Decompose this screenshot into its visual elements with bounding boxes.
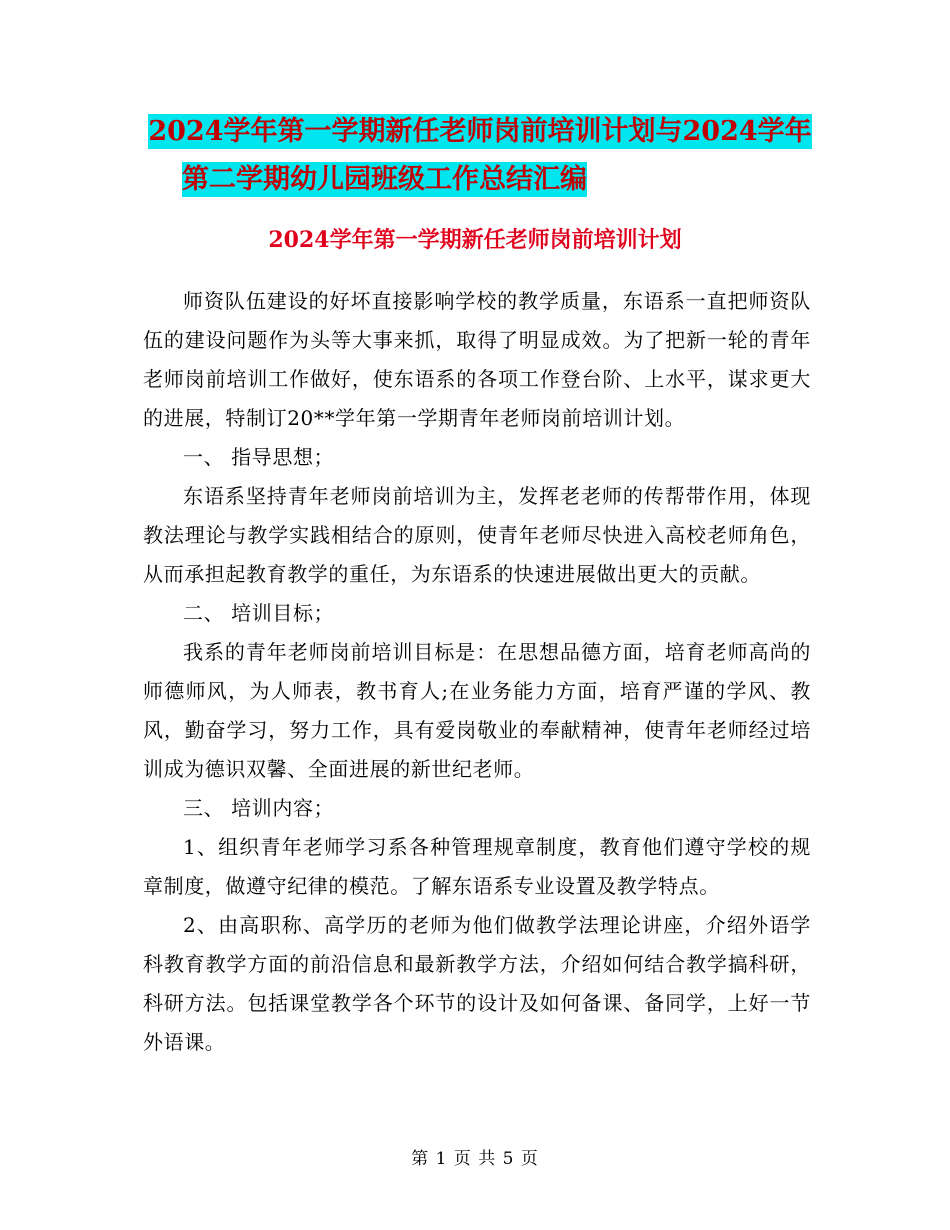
paragraph-content-item-1: 1、组织青年老师学习系各种管理规章制度，教育他们遵守学校的规章制度，做遵守纪律的模范。了解东语系专业设置及教学特点。 bbox=[143, 835, 811, 898]
paragraph-guiding-ideology: 东语系坚持青年老师岗前培训为主，发挥老老师的传帮带作用，体现教法理论与教学实践相结合的原则，使青年老师尽快进入高校老师角色，从而承担起教育教学的重任，为东语系的快速进展做出更大的贡献。 bbox=[143, 484, 811, 586]
main-title bbox=[140, 108, 820, 204]
paragraph-intro: 师资队伍建设的好坏直接影响学校的教学质量，东语系一直把师资队伍的建设问题作为头等大事来抓，取得了明显成效。为了把新一轮的青年老师岗前培训工作做好，使东语系的各项工作登台阶、上水平，谋求更大的进展，特制订20**学年第一学期青年老师岗前培训计划。 bbox=[143, 289, 811, 430]
page-footer: 第 1 页 共 5 页 bbox=[411, 1149, 539, 1169]
heading-training-content: 三、 培训内容； bbox=[183, 796, 335, 820]
main-title-line-1: 2024学年第一学期新任老师岗前培训计划与2024学年 bbox=[148, 116, 812, 147]
paragraph-training-goals: 我系的青年老师岗前培训目标是：在思想品德方面，培育老师高尚的师德师风，为人师表，教书育人;在业务能力方面，培育严谨的学风、教风，勤奋学习，努力工作，具有爱岗敬业的奉献精神，使青年老师经过培训成为德识双馨、全面进展的新世纪老师。 bbox=[143, 640, 811, 781]
body-text bbox=[143, 282, 811, 1062]
heading-training-goals: 二、 培训目标； bbox=[183, 601, 335, 625]
main-title-line-2: 第二学期幼儿园班级工作总结汇编 bbox=[182, 164, 587, 195]
heading-guiding-ideology: 一、 指导思想； bbox=[183, 445, 335, 469]
section-title: 2024学年第一学期新任老师岗前培训计划 bbox=[268, 227, 682, 253]
paragraph-content-item-2: 2、由高职称、高学历的老师为他们做教学法理论讲座，介绍外语学科教育教学方面的前沿信息和最新教学方法，介绍如何结合教学搞科研，科研方法。包括课堂教学各个环节的设计及如何备课、备同学，上好一节外语课。 bbox=[143, 913, 811, 1054]
